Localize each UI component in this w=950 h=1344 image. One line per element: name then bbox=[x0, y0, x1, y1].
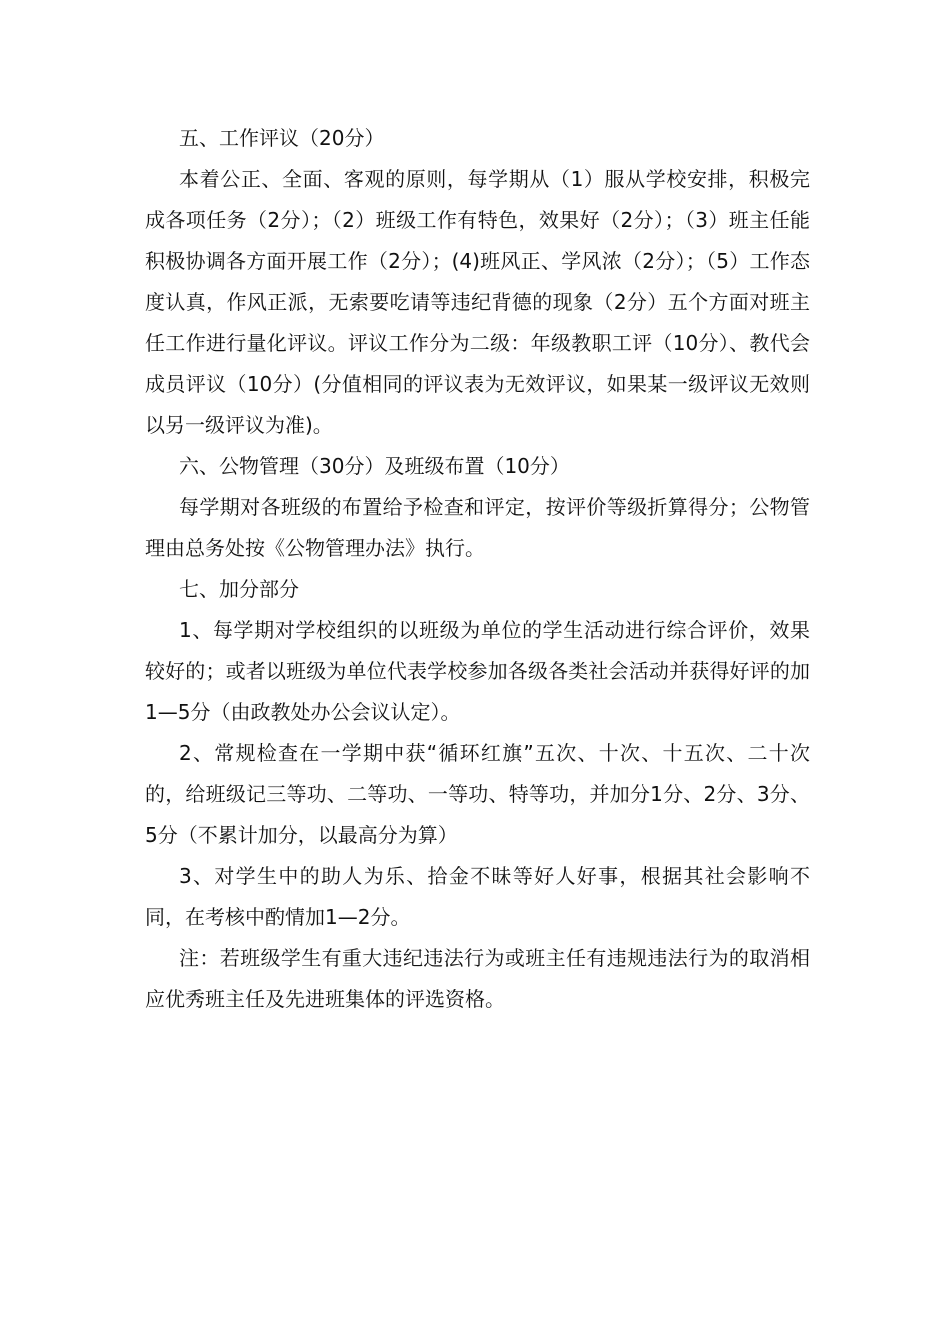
paragraph-work-review-details: 本着公正、全面、客观的原则，每学期从（1）服从学校安排，积极完成各项任务（2分）；（2）班级工作有特色，效果好（2分）；（3）班主任能积极协调各方面开展工作（2分）；(4)班风正、学风浓（2分）；（5）工作态度认真，作风正派，无索要吃请等违纪背德的现象（2分）五个方面对班主任工作进行量化评议。评议工作分为二级：年级教职工评（10分）、教代会成员评议（10分）(分值相同的评议表为无效评议，如果某一级评议无效则以另一级评议为准)。 bbox=[145, 167, 810, 437]
section-heading-property-management: 六、公物管理（30分）及班级布置（10分） bbox=[179, 454, 570, 478]
paragraph-bonus-item-2: 2、常规检查在一学期中获“循环红旗”五次、十次、十五次、二十次的，给班级记三等功、二等功、一等功、特等功，并加分1分、2分、3分、5分（不累计加分，以最高分为算） bbox=[145, 741, 810, 847]
paragraph-property-management: 每学期对各班级的布置给予检查和评定，按评价等级折算得分；公物管理由总务处按《公物管理办法》执行。 bbox=[145, 495, 810, 560]
document-body bbox=[145, 118, 810, 1020]
paragraph-note: 注：若班级学生有重大违纪违法行为或班主任有违规违法行为的取消相应优秀班主任及先进班集体的评选资格。 bbox=[145, 946, 810, 1011]
paragraph-bonus-item-1: 1、每学期对学校组织的以班级为单位的学生活动进行综合评价，效果较好的；或者以班级为单位代表学校参加各级各类社会活动并获得好评的加1—5分（由政教处办公会议认定）。 bbox=[145, 618, 810, 724]
section-heading-work-review: 五、工作评议（20分） bbox=[179, 126, 385, 150]
paragraph-bonus-item-3: 3、对学生中的助人为乐、拾金不昧等好人好事，根据其社会影响不同，在考核中酌情加1—2分。 bbox=[145, 864, 810, 929]
section-heading-bonus-points: 七、加分部分 bbox=[179, 577, 299, 601]
